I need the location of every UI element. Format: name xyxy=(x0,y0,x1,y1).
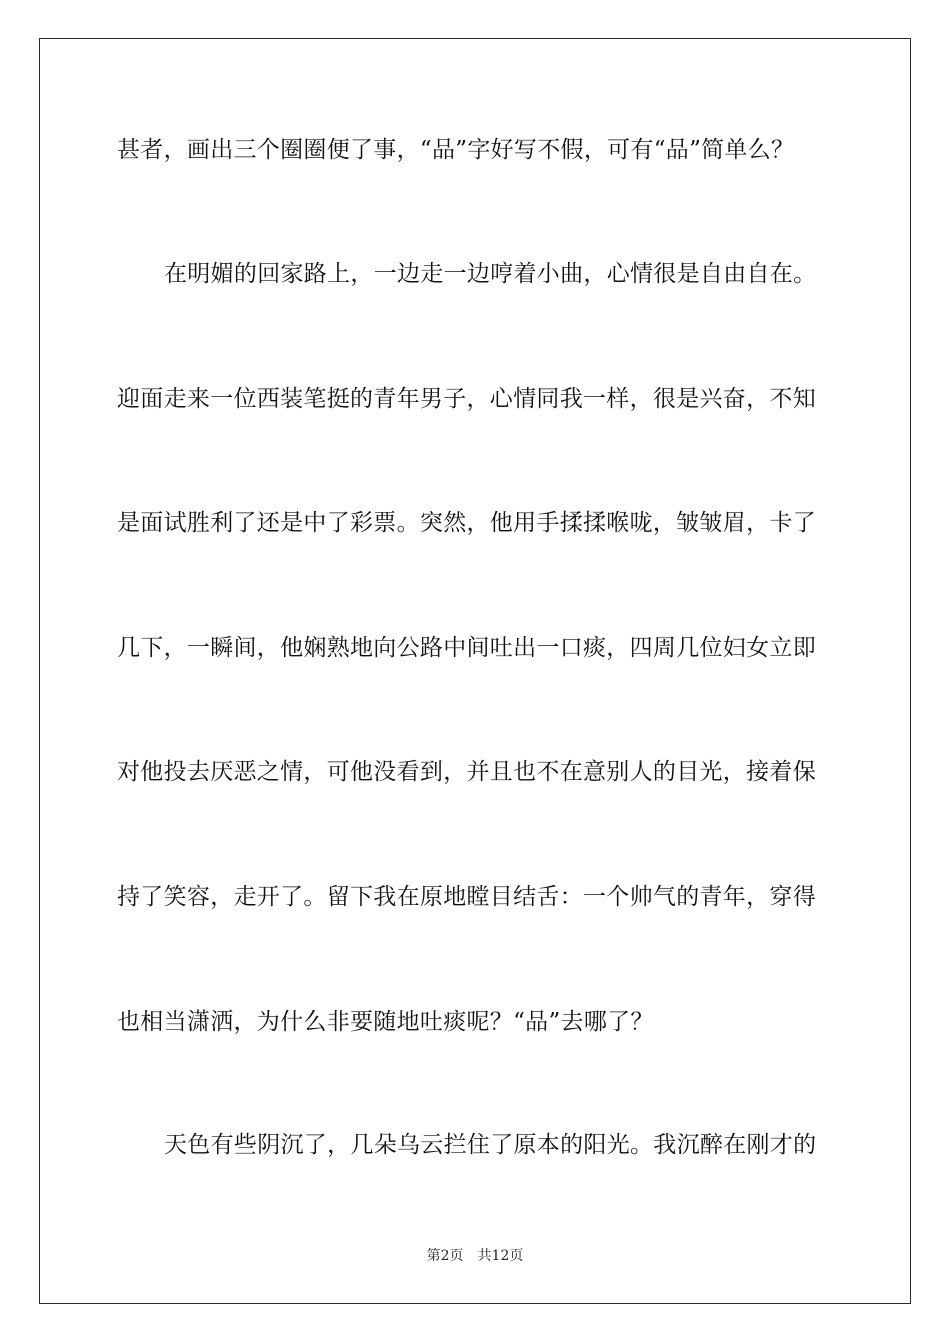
page-border xyxy=(39,38,911,1304)
text-line-9: 天色有些阴沉了，几朵乌云拦住了原本的阳光。我沉醉在刚才的 xyxy=(164,1132,817,1158)
page-footer xyxy=(0,1247,950,1265)
text-line-6: 对他投去厌恶之情，可他没看到，并且也不在意别人的目光，接着保 xyxy=(117,759,816,785)
text-line-2: 在明媚的回家路上，一边走一边哼着小曲，心情很是自由自在。 xyxy=(164,261,817,287)
page-total: 共12页 xyxy=(477,1248,524,1264)
text-line-5: 几下，一瞬间，他娴熟地向公路中间吐出一口痰，四周几位妇女立即 xyxy=(117,635,816,661)
text-line-8: 也相当潇洒，为什么非要随地吐痰呢？“品”去哪了？ xyxy=(117,1009,654,1035)
text-line-7: 持了笑容，走开了。留下我在原地瞠目结舌：一个帅气的青年，穿得 xyxy=(117,884,816,910)
text-line-3: 迎面走来一位西装笔挺的青年男子，心情同我一样，很是兴奋，不知 xyxy=(117,386,816,412)
text-line-4: 是面试胜利了还是中了彩票。突然，他用手揉揉喉咙，皱皱眉，卡了 xyxy=(117,510,816,536)
page-number: 第2页 xyxy=(426,1248,464,1264)
text-line-1: 甚者，画出三个圈圈便了事，“品”字好写不假，可有“品”简单么？ xyxy=(117,137,795,163)
